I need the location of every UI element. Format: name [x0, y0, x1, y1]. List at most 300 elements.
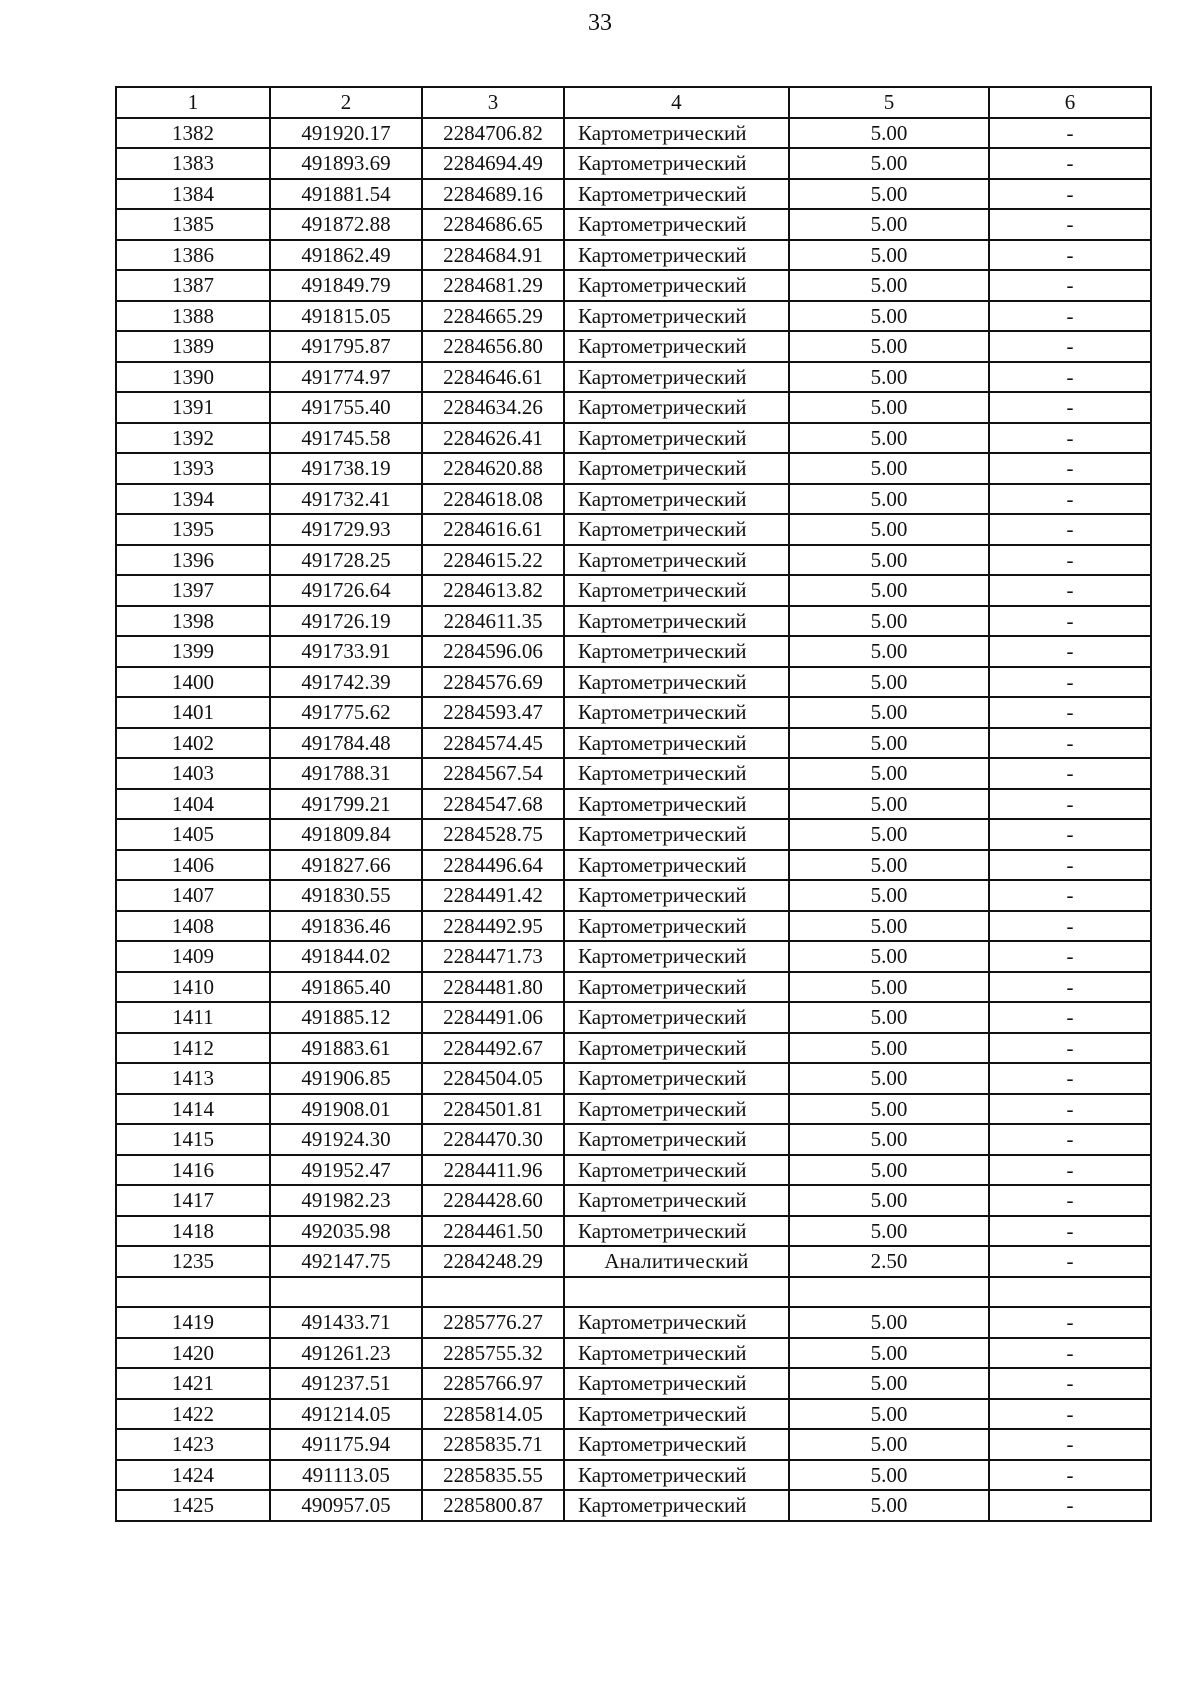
accuracy-cell: 5.00 — [789, 941, 989, 972]
table-row — [116, 209, 1151, 240]
point-number-cell: 1398 — [116, 606, 270, 637]
point-number-cell: 1419 — [116, 1307, 270, 1338]
method-cell: Картометрический — [564, 270, 789, 301]
accuracy-cell: 5.00 — [789, 819, 989, 850]
note-cell: - — [989, 331, 1151, 362]
y-coordinate-cell: 2284611.35 — [422, 606, 564, 637]
x-coordinate-cell: 491815.05 — [270, 301, 422, 332]
y-coordinate-cell: 2284618.08 — [422, 484, 564, 515]
accuracy-cell: 5.00 — [789, 1155, 989, 1186]
note-cell: - — [989, 148, 1151, 179]
note-cell: - — [989, 484, 1151, 515]
header-row — [116, 87, 1151, 118]
point-number-cell: 1408 — [116, 911, 270, 942]
point-number-cell: 1415 — [116, 1124, 270, 1155]
x-coordinate-cell: 491885.12 — [270, 1002, 422, 1033]
point-number-cell: 1405 — [116, 819, 270, 850]
note-cell: - — [989, 972, 1151, 1003]
accuracy-cell: 5.00 — [789, 453, 989, 484]
method-cell: Картометрический — [564, 880, 789, 911]
point-number-cell: 1385 — [116, 209, 270, 240]
point-number-cell: 1235 — [116, 1246, 270, 1277]
method-cell: Картометрический — [564, 667, 789, 698]
method-cell: Картометрический — [564, 1338, 789, 1369]
header-cell-6: 6 — [989, 87, 1151, 118]
table-row — [116, 1216, 1151, 1247]
note-cell: - — [989, 453, 1151, 484]
y-coordinate-cell: 2284706.82 — [422, 118, 564, 149]
table-row — [116, 636, 1151, 667]
y-coordinate-cell: 2285814.05 — [422, 1399, 564, 1430]
y-coordinate-cell: 2284665.29 — [422, 301, 564, 332]
point-number-cell: 1417 — [116, 1185, 270, 1216]
x-coordinate-cell: 491726.64 — [270, 575, 422, 606]
accuracy-cell — [789, 1277, 989, 1308]
point-number-cell: 1387 — [116, 270, 270, 301]
method-cell: Картометрический — [564, 850, 789, 881]
y-coordinate-cell: 2284470.30 — [422, 1124, 564, 1155]
table-row — [116, 1063, 1151, 1094]
note-cell: - — [989, 362, 1151, 393]
point-number-cell: 1407 — [116, 880, 270, 911]
accuracy-cell: 5.00 — [789, 1063, 989, 1094]
note-cell: - — [989, 1094, 1151, 1125]
method-cell: Картометрический — [564, 636, 789, 667]
accuracy-cell: 5.00 — [789, 484, 989, 515]
note-cell: - — [989, 941, 1151, 972]
x-coordinate-cell: 491844.02 — [270, 941, 422, 972]
y-coordinate-cell: 2284694.49 — [422, 148, 564, 179]
table-row — [116, 1277, 1151, 1308]
x-coordinate-cell: 491738.19 — [270, 453, 422, 484]
point-number-cell: 1400 — [116, 667, 270, 698]
point-number-cell: 1390 — [116, 362, 270, 393]
y-coordinate-cell: 2284593.47 — [422, 697, 564, 728]
y-coordinate-cell: 2284613.82 — [422, 575, 564, 606]
x-coordinate-cell: 491809.84 — [270, 819, 422, 850]
table-row — [116, 1124, 1151, 1155]
y-coordinate-cell: 2284689.16 — [422, 179, 564, 210]
accuracy-cell: 5.00 — [789, 758, 989, 789]
x-coordinate-cell: 491849.79 — [270, 270, 422, 301]
accuracy-cell: 5.00 — [789, 270, 989, 301]
note-cell: - — [989, 636, 1151, 667]
note-cell: - — [989, 789, 1151, 820]
accuracy-cell: 5.00 — [789, 697, 989, 728]
note-cell: - — [989, 880, 1151, 911]
y-coordinate-cell: 2284616.61 — [422, 514, 564, 545]
note-cell: - — [989, 575, 1151, 606]
x-coordinate-cell: 491795.87 — [270, 331, 422, 362]
note-cell: - — [989, 1002, 1151, 1033]
header-cell-3: 3 — [422, 87, 564, 118]
method-cell: Картометрический — [564, 301, 789, 332]
y-coordinate-cell: 2285776.27 — [422, 1307, 564, 1338]
table-row — [116, 911, 1151, 942]
note-cell: - — [989, 1368, 1151, 1399]
x-coordinate-cell: 491881.54 — [270, 179, 422, 210]
y-coordinate-cell: 2284684.91 — [422, 240, 564, 271]
x-coordinate-cell: 491728.25 — [270, 545, 422, 576]
table-row — [116, 453, 1151, 484]
table-row — [116, 1033, 1151, 1064]
x-coordinate-cell: 491952.47 — [270, 1155, 422, 1186]
y-coordinate-cell: 2285766.97 — [422, 1368, 564, 1399]
table-row — [116, 1155, 1151, 1186]
x-coordinate-cell: 491774.97 — [270, 362, 422, 393]
table-row — [116, 423, 1151, 454]
note-cell: - — [989, 240, 1151, 271]
method-cell: Картометрический — [564, 1216, 789, 1247]
note-cell: - — [989, 911, 1151, 942]
accuracy-cell: 5.00 — [789, 636, 989, 667]
x-coordinate-cell: 491906.85 — [270, 1063, 422, 1094]
accuracy-cell: 5.00 — [789, 1216, 989, 1247]
method-cell: Картометрический — [564, 484, 789, 515]
y-coordinate-cell: 2284646.61 — [422, 362, 564, 393]
point-number-cell: 1402 — [116, 728, 270, 759]
point-number-cell: 1412 — [116, 1033, 270, 1064]
accuracy-cell: 5.00 — [789, 1368, 989, 1399]
table-header — [116, 87, 1151, 118]
method-cell: Картометрический — [564, 941, 789, 972]
note-cell: - — [989, 270, 1151, 301]
page-number: 33 — [588, 10, 612, 36]
point-number-cell: 1382 — [116, 118, 270, 149]
table-row — [116, 1002, 1151, 1033]
note-cell: - — [989, 545, 1151, 576]
table-row — [116, 1185, 1151, 1216]
method-cell: Картометрический — [564, 758, 789, 789]
method-cell: Картометрический — [564, 789, 789, 820]
point-number-cell: 1388 — [116, 301, 270, 332]
point-number-cell: 1397 — [116, 575, 270, 606]
y-coordinate-cell: 2284686.65 — [422, 209, 564, 240]
method-cell: Картометрический — [564, 331, 789, 362]
accuracy-cell: 5.00 — [789, 880, 989, 911]
table-row — [116, 758, 1151, 789]
x-coordinate-cell: 491113.05 — [270, 1460, 422, 1491]
x-coordinate-cell: 491836.46 — [270, 911, 422, 942]
table-row — [116, 240, 1151, 271]
y-coordinate-cell: 2284461.50 — [422, 1216, 564, 1247]
table-row — [116, 850, 1151, 881]
method-cell: Картометрический — [564, 697, 789, 728]
point-number-cell: 1403 — [116, 758, 270, 789]
table-row — [116, 392, 1151, 423]
method-cell: Картометрический — [564, 1124, 789, 1155]
point-number-cell: 1401 — [116, 697, 270, 728]
y-coordinate-cell: 2284596.06 — [422, 636, 564, 667]
accuracy-cell: 5.00 — [789, 148, 989, 179]
accuracy-cell: 5.00 — [789, 789, 989, 820]
y-coordinate-cell: 2284471.73 — [422, 941, 564, 972]
point-number-cell: 1399 — [116, 636, 270, 667]
note-cell: - — [989, 514, 1151, 545]
table-row — [116, 789, 1151, 820]
table-row — [116, 728, 1151, 759]
point-number-cell: 1394 — [116, 484, 270, 515]
point-number-cell: 1386 — [116, 240, 270, 271]
note-cell: - — [989, 1307, 1151, 1338]
accuracy-cell: 5.00 — [789, 1307, 989, 1338]
method-cell: Картометрический — [564, 545, 789, 576]
x-coordinate-cell — [270, 1277, 422, 1308]
accuracy-cell: 5.00 — [789, 667, 989, 698]
table-row — [116, 1246, 1151, 1277]
x-coordinate-cell: 491745.58 — [270, 423, 422, 454]
point-number-cell: 1414 — [116, 1094, 270, 1125]
point-number-cell: 1421 — [116, 1368, 270, 1399]
y-coordinate-cell: 2284411.96 — [422, 1155, 564, 1186]
table-row — [116, 667, 1151, 698]
accuracy-cell: 5.00 — [789, 362, 989, 393]
accuracy-cell: 5.00 — [789, 1399, 989, 1430]
note-cell: - — [989, 1338, 1151, 1369]
point-number-cell: 1424 — [116, 1460, 270, 1491]
point-number-cell: 1425 — [116, 1490, 270, 1521]
accuracy-cell: 5.00 — [789, 1429, 989, 1460]
table-row — [116, 819, 1151, 850]
table-row — [116, 1429, 1151, 1460]
y-coordinate-cell: 2284248.29 — [422, 1246, 564, 1277]
x-coordinate-cell: 492035.98 — [270, 1216, 422, 1247]
point-number-cell: 1418 — [116, 1216, 270, 1247]
point-number-cell — [116, 1277, 270, 1308]
accuracy-cell: 5.00 — [789, 240, 989, 271]
point-number-cell: 1396 — [116, 545, 270, 576]
table-row — [116, 362, 1151, 393]
accuracy-cell: 5.00 — [789, 728, 989, 759]
note-cell: - — [989, 1033, 1151, 1064]
x-coordinate-cell: 491237.51 — [270, 1368, 422, 1399]
accuracy-cell: 5.00 — [789, 1094, 989, 1125]
y-coordinate-cell: 2284491.06 — [422, 1002, 564, 1033]
point-number-cell: 1395 — [116, 514, 270, 545]
note-cell: - — [989, 850, 1151, 881]
y-coordinate-cell: 2285835.71 — [422, 1429, 564, 1460]
x-coordinate-cell: 491755.40 — [270, 392, 422, 423]
point-number-cell: 1404 — [116, 789, 270, 820]
y-coordinate-cell: 2284620.88 — [422, 453, 564, 484]
x-coordinate-cell: 491908.01 — [270, 1094, 422, 1125]
point-number-cell: 1422 — [116, 1399, 270, 1430]
point-number-cell: 1409 — [116, 941, 270, 972]
method-cell: Картометрический — [564, 1399, 789, 1430]
table-row — [116, 606, 1151, 637]
accuracy-cell: 5.00 — [789, 514, 989, 545]
method-cell: Картометрический — [564, 1033, 789, 1064]
table-row — [116, 880, 1151, 911]
method-cell: Картометрический — [564, 1094, 789, 1125]
table-row — [116, 484, 1151, 515]
y-coordinate-cell: 2284626.41 — [422, 423, 564, 454]
table-row — [116, 1368, 1151, 1399]
accuracy-cell: 2.50 — [789, 1246, 989, 1277]
x-coordinate-cell: 492147.75 — [270, 1246, 422, 1277]
y-coordinate-cell — [422, 1277, 564, 1308]
accuracy-cell: 5.00 — [789, 1460, 989, 1491]
method-cell: Картометрический — [564, 1368, 789, 1399]
x-coordinate-cell: 491433.71 — [270, 1307, 422, 1338]
note-cell: - — [989, 1124, 1151, 1155]
note-cell: - — [989, 301, 1151, 332]
x-coordinate-cell: 491775.62 — [270, 697, 422, 728]
x-coordinate-cell: 491920.17 — [270, 118, 422, 149]
x-coordinate-cell: 491827.66 — [270, 850, 422, 881]
note-cell: - — [989, 1155, 1151, 1186]
method-cell: Картометрический — [564, 423, 789, 454]
point-number-cell: 1416 — [116, 1155, 270, 1186]
accuracy-cell: 5.00 — [789, 118, 989, 149]
point-number-cell: 1410 — [116, 972, 270, 1003]
method-cell: Картометрический — [564, 209, 789, 240]
table-row — [116, 1399, 1151, 1430]
y-coordinate-cell: 2284574.45 — [422, 728, 564, 759]
accuracy-cell: 5.00 — [789, 850, 989, 881]
table-row — [116, 270, 1151, 301]
note-cell: - — [989, 697, 1151, 728]
note-cell: - — [989, 758, 1151, 789]
x-coordinate-cell: 491733.91 — [270, 636, 422, 667]
y-coordinate-cell: 2284547.68 — [422, 789, 564, 820]
x-coordinate-cell: 491726.19 — [270, 606, 422, 637]
note-cell: - — [989, 209, 1151, 240]
table-row — [116, 1338, 1151, 1369]
note-cell: - — [989, 1185, 1151, 1216]
x-coordinate-cell: 491924.30 — [270, 1124, 422, 1155]
point-number-cell: 1389 — [116, 331, 270, 362]
table-row — [116, 545, 1151, 576]
table-row — [116, 1307, 1151, 1338]
table-row — [116, 941, 1151, 972]
note-cell — [989, 1277, 1151, 1308]
accuracy-cell: 5.00 — [789, 209, 989, 240]
note-cell: - — [989, 819, 1151, 850]
y-coordinate-cell: 2284501.81 — [422, 1094, 564, 1125]
method-cell: Картометрический — [564, 392, 789, 423]
x-coordinate-cell: 491742.39 — [270, 667, 422, 698]
header-cell-5: 5 — [789, 87, 989, 118]
note-cell: - — [989, 179, 1151, 210]
table-row — [116, 697, 1151, 728]
table-row — [116, 972, 1151, 1003]
accuracy-cell: 5.00 — [789, 1124, 989, 1155]
accuracy-cell: 5.00 — [789, 179, 989, 210]
method-cell: Картометрический — [564, 606, 789, 637]
y-coordinate-cell: 2285755.32 — [422, 1338, 564, 1369]
x-coordinate-cell: 491214.05 — [270, 1399, 422, 1430]
note-cell: - — [989, 728, 1151, 759]
y-coordinate-cell: 2285800.87 — [422, 1490, 564, 1521]
y-coordinate-cell: 2284634.26 — [422, 392, 564, 423]
table-row — [116, 1094, 1151, 1125]
table-row — [116, 331, 1151, 362]
x-coordinate-cell: 491865.40 — [270, 972, 422, 1003]
accuracy-cell: 5.00 — [789, 911, 989, 942]
y-coordinate-cell: 2284656.80 — [422, 331, 564, 362]
y-coordinate-cell: 2284491.42 — [422, 880, 564, 911]
point-number-cell: 1391 — [116, 392, 270, 423]
point-number-cell: 1413 — [116, 1063, 270, 1094]
note-cell: - — [989, 392, 1151, 423]
y-coordinate-cell: 2284615.22 — [422, 545, 564, 576]
note-cell: - — [989, 1460, 1151, 1491]
table-row — [116, 118, 1151, 149]
note-cell: - — [989, 118, 1151, 149]
y-coordinate-cell: 2284492.95 — [422, 911, 564, 942]
method-cell: Картометрический — [564, 819, 789, 850]
note-cell: - — [989, 606, 1151, 637]
x-coordinate-cell: 491175.94 — [270, 1429, 422, 1460]
table-row — [116, 301, 1151, 332]
accuracy-cell: 5.00 — [789, 301, 989, 332]
y-coordinate-cell: 2284528.75 — [422, 819, 564, 850]
accuracy-cell: 5.00 — [789, 1338, 989, 1369]
accuracy-cell: 5.00 — [789, 1033, 989, 1064]
point-number-cell: 1423 — [116, 1429, 270, 1460]
point-number-cell: 1406 — [116, 850, 270, 881]
y-coordinate-cell: 2284576.69 — [422, 667, 564, 698]
note-cell: - — [989, 1063, 1151, 1094]
x-coordinate-cell: 491883.61 — [270, 1033, 422, 1064]
point-number-cell: 1392 — [116, 423, 270, 454]
table-row — [116, 575, 1151, 606]
method-cell: Картометрический — [564, 972, 789, 1003]
accuracy-cell: 5.00 — [789, 423, 989, 454]
x-coordinate-cell: 491830.55 — [270, 880, 422, 911]
note-cell: - — [989, 1490, 1151, 1521]
point-number-cell: 1383 — [116, 148, 270, 179]
note-cell: - — [989, 1429, 1151, 1460]
x-coordinate-cell: 491862.49 — [270, 240, 422, 271]
method-cell: Аналитический — [564, 1246, 789, 1277]
note-cell: - — [989, 423, 1151, 454]
point-number-cell: 1384 — [116, 179, 270, 210]
x-coordinate-cell: 491729.93 — [270, 514, 422, 545]
coordinates-table — [115, 86, 1152, 1522]
method-cell: Картометрический — [564, 728, 789, 759]
x-coordinate-cell: 491784.48 — [270, 728, 422, 759]
x-coordinate-cell: 491788.31 — [270, 758, 422, 789]
method-cell: Картометрический — [564, 1460, 789, 1491]
note-cell: - — [989, 1246, 1151, 1277]
note-cell: - — [989, 667, 1151, 698]
method-cell — [564, 1277, 789, 1308]
table-row — [116, 514, 1151, 545]
point-number-cell: 1393 — [116, 453, 270, 484]
x-coordinate-cell: 491982.23 — [270, 1185, 422, 1216]
header-cell-4: 4 — [564, 87, 789, 118]
accuracy-cell: 5.00 — [789, 392, 989, 423]
table-row — [116, 179, 1151, 210]
y-coordinate-cell: 2284481.80 — [422, 972, 564, 1003]
x-coordinate-cell: 491799.21 — [270, 789, 422, 820]
method-cell: Картометрический — [564, 1155, 789, 1186]
accuracy-cell: 5.00 — [789, 972, 989, 1003]
method-cell: Картометрический — [564, 1063, 789, 1094]
y-coordinate-cell: 2284492.67 — [422, 1033, 564, 1064]
method-cell: Картометрический — [564, 118, 789, 149]
y-coordinate-cell: 2284504.05 — [422, 1063, 564, 1094]
method-cell: Картометрический — [564, 911, 789, 942]
header-cell-2: 2 — [270, 87, 422, 118]
y-coordinate-cell: 2284428.60 — [422, 1185, 564, 1216]
method-cell: Картометрический — [564, 240, 789, 271]
method-cell: Картометрический — [564, 514, 789, 545]
method-cell: Картометрический — [564, 1002, 789, 1033]
x-coordinate-cell: 491893.69 — [270, 148, 422, 179]
